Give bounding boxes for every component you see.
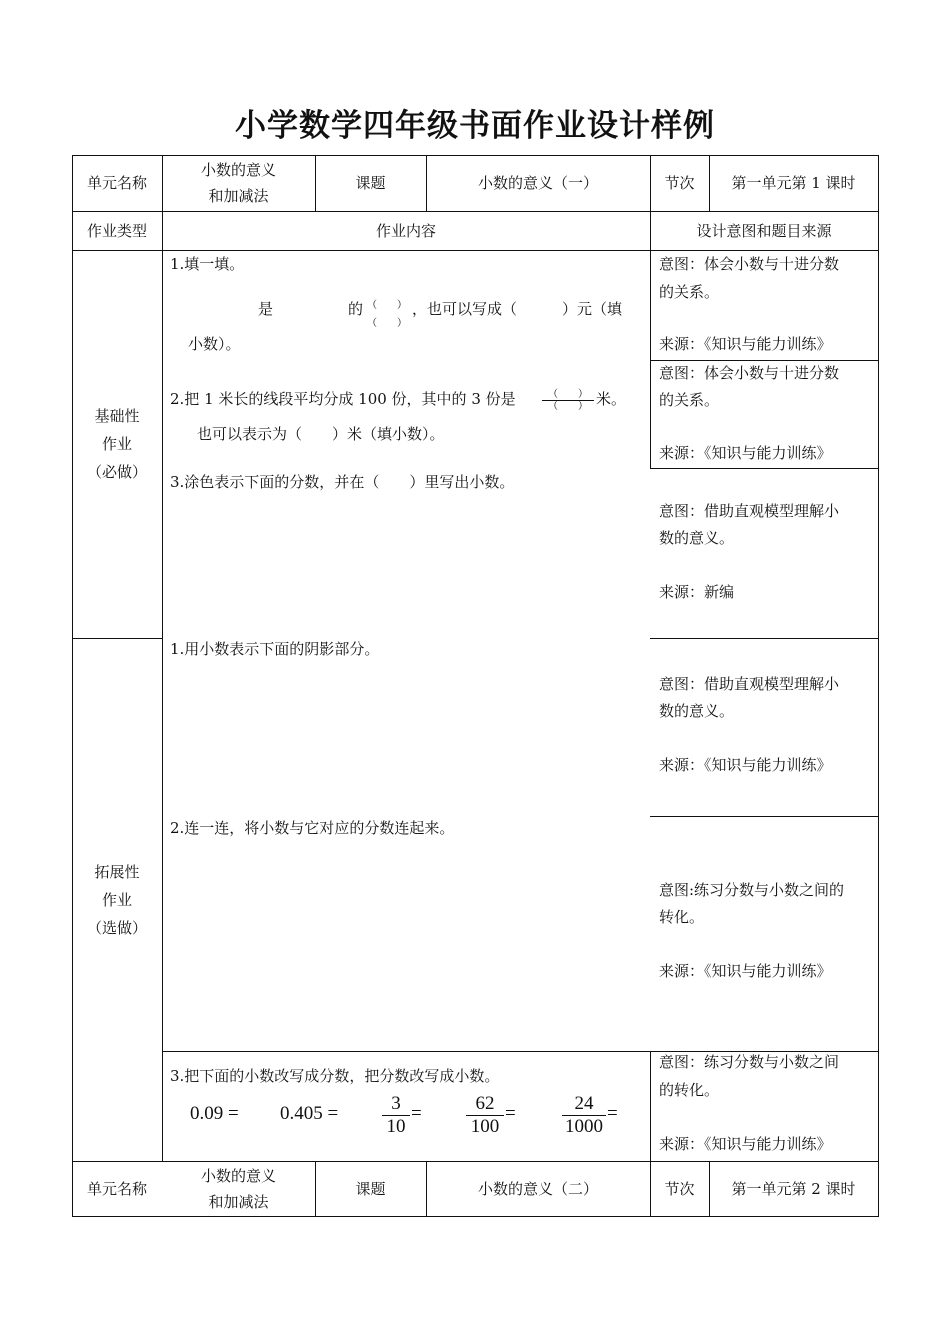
lesson-label-2: 节次 bbox=[664, 1179, 695, 1198]
unit-label: 单元名称 bbox=[86, 174, 147, 192]
ext-math-decimal-2: 0.405 = bbox=[280, 1103, 339, 1124]
page-title: 小学数学四年级书面作业设计样例 bbox=[235, 108, 715, 144]
basic-q1-rest: ，也可以写成（ ）元（填 bbox=[412, 300, 623, 318]
basic-intent2-b: 的关系。 bbox=[659, 391, 720, 409]
fraction-numerator: 62 bbox=[466, 1093, 504, 1116]
basic-intent3-a: 意图：借助直观模型理解小 bbox=[659, 502, 840, 520]
basic-q1-title: 1.填一填。 bbox=[170, 255, 245, 273]
ext-eq-3: = bbox=[607, 1103, 618, 1124]
fraction-denominator: （ ） bbox=[548, 401, 588, 412]
lesson-value: 第一单元第 1 课时 bbox=[731, 174, 856, 192]
ext-fraction-1 bbox=[382, 1093, 410, 1138]
fraction-denominator: 1000 bbox=[565, 1116, 603, 1137]
ext-math-decimal-1: 0.09 = bbox=[190, 1103, 239, 1124]
ext-intent2-b: 转化。 bbox=[659, 908, 705, 926]
basic-q2-line2: 也可以表示为（ ）米（填小数）。 bbox=[197, 425, 445, 443]
ext-source3: 来源：《知识与能力训练》 bbox=[659, 1135, 832, 1153]
col-intent-header: 设计意图和题目来源 bbox=[696, 221, 832, 240]
basic-q2-unit: 米。 bbox=[596, 390, 627, 408]
basic-q1-shi: 是 bbox=[258, 300, 274, 318]
topic-label: 课题 bbox=[355, 174, 386, 192]
lesson-label: 节次 bbox=[664, 174, 695, 192]
ext-fraction-2 bbox=[466, 1093, 504, 1138]
ext-fraction-3 bbox=[562, 1093, 606, 1138]
ext-q1: 1.用小数表示下面的阴影部分。 bbox=[170, 640, 380, 658]
ext-eq-1: = bbox=[411, 1103, 422, 1124]
basic-q3: 3.涂色表示下面的分数，并在（ ）里写出小数。 bbox=[170, 473, 515, 491]
ext-q3: 3.把下面的小数改写成分数，把分数改写成小数。 bbox=[170, 1067, 500, 1085]
unit-value: 小数的意义 和加减法 bbox=[200, 161, 276, 205]
basic-q2-line1: 2.把 1 米长的线段平均分成 100 份，其中的 3 份是 bbox=[170, 390, 516, 408]
ext-source2: 来源：《知识与能力训练》 bbox=[659, 962, 832, 980]
lesson-value-2: 第一单元第 2 课时 bbox=[731, 1179, 856, 1198]
basic-label: 基础性 作业 （必做） bbox=[86, 407, 147, 481]
basic-intent1-a: 意图：体会小数与十进分数 bbox=[659, 255, 840, 273]
fraction-denominator: 100 bbox=[470, 1116, 500, 1137]
basic-source2: 来源：《知识与能力训练》 bbox=[659, 444, 832, 462]
ext-eq-2: = bbox=[505, 1103, 516, 1124]
ext-intent1-a: 意图：借助直观模型理解小 bbox=[659, 675, 840, 693]
ext-intent3-a: 意图：练习分数与小数之间 bbox=[659, 1053, 840, 1071]
ext-intent2-a: 意图:练习分数与小数之间的 bbox=[659, 881, 845, 899]
fraction-numerator: （ ） bbox=[542, 389, 594, 401]
fraction-numerator: 24 bbox=[562, 1093, 606, 1116]
fraction-denominator: 10 bbox=[386, 1116, 406, 1137]
col-type-header: 作业类型 bbox=[86, 221, 147, 240]
ext-intent1-b: 数的意义。 bbox=[659, 702, 735, 720]
basic-q1-de: 的 bbox=[348, 300, 364, 318]
basic-intent1-b: 的关系。 bbox=[659, 283, 720, 301]
ext-label: 拓展性 作业 （选做） bbox=[86, 862, 147, 937]
basic-q1-tail: 小数）。 bbox=[188, 335, 241, 353]
basic-intent2-a: 意图：体会小数与十进分数 bbox=[659, 364, 840, 382]
basic-q1-blank-top: （ ） bbox=[367, 300, 407, 311]
basic-intent3-b: 数的意义。 bbox=[659, 529, 735, 547]
topic-value-2: 小数的意义（二） bbox=[477, 1179, 598, 1198]
topic-label-2: 课题 bbox=[355, 1179, 386, 1198]
basic-source3: 来源：新编 bbox=[659, 583, 735, 601]
ext-q2: 2.连一连，将小数与它对应的分数连起来。 bbox=[170, 819, 455, 837]
unit-label-2: 单元名称 bbox=[86, 1179, 147, 1198]
ext-source1: 来源：《知识与能力训练》 bbox=[659, 756, 832, 774]
basic-source1: 来源：《知识与能力训练》 bbox=[659, 335, 832, 353]
unit-value-2: 小数的意义 和加减法 bbox=[200, 1166, 276, 1211]
topic-value: 小数的意义（一） bbox=[477, 174, 598, 192]
col-content-header: 作业内容 bbox=[375, 221, 436, 240]
basic-q1-blank-bottom: （ ） bbox=[367, 318, 407, 329]
basic-q2-fraction bbox=[542, 389, 594, 412]
fraction-numerator: 3 bbox=[382, 1093, 410, 1116]
ext-intent3-b: 的转化。 bbox=[659, 1081, 720, 1099]
